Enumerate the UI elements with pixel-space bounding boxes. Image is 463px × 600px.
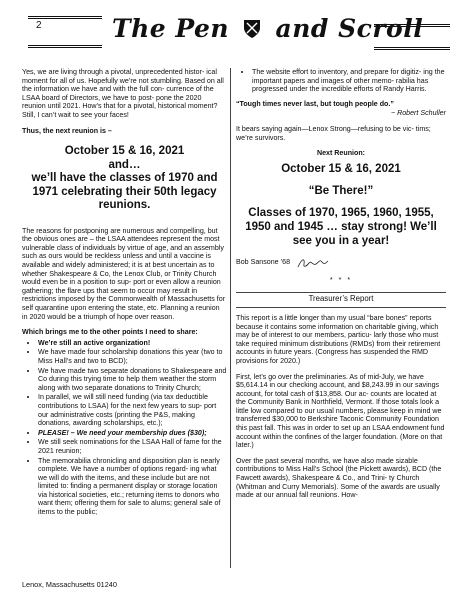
list-item: • The memorabilia chronicling and disposition plan is nearly complete. We have a number of options regard- ing what we will do with the items, and these include but are not limited to: finding a permanent display or storage location via historical societies, etc.; returning items to donors who want them; offering them for sale to alums; general sale of items to the public; (38, 457, 227, 517)
list-item: • The website effort to inventory, and prepare for digitiz- ing the important papers and images of other memo- rabilia has progressed under the incredible efforts of Randy Harris. (252, 68, 446, 94)
points-heading: Which brings me to the other points I need to share: (22, 328, 198, 337)
reasons-paragraph: The reasons for postponing are numerous and compelling, but the obvious ones are – the LSAA attendees represent the most vulnerable class of individuals by virtue of age, and an assembly such as ours would be reckless unless and until a vaccine is available and widely administered; it is at best uncertain as to whether Shakespeare & Co, the Lenox Club, or Trinity Church would even be in a position to sup- port or even allow a reunion gathering; the flare ups that seem to occur may result in restrictions imposed by the Commonwealth of Massachusetts for self quarantine upon entering the state, etc. Planning a reunion in 2020 would be a triumph of hope over reason. (22, 226, 226, 321)
section-separator: * * * (329, 275, 353, 284)
reunion-date: October 15 & 16, 2021 (64, 145, 185, 158)
column-divider (230, 68, 231, 568)
treasurer-paragraph-2: First, let’s go over the preliminaries. As of mid-July, we have $5,614.14 in our checking account, and $8,243.99 in our savings account, for total cash of $13,858. Our ac- counts are located at the Community Bank in Northfield, Vermont. If those totals look a little low compared to our usual numbers, please keep in mind we transferred $30,000 to Berkshire Taconic Community Foundation this past fall. This was in order to set up an LSAA endowment fund account within the confines of the larger foundation. (More on that later.) (236, 372, 445, 450)
masthead-rule (374, 24, 450, 50)
thus-line: Thus, the next reunion is – (22, 126, 112, 135)
reunion-announcement (22, 145, 227, 213)
list-item: • We have made two separate donations to Shakespeare and Co during this trying time to help them weather the storm along with two separate donations to Trinity Church; (38, 367, 227, 393)
section-title: Treasurer’s Report (308, 294, 374, 304)
list-item: • We’re still an active organization! (38, 339, 227, 348)
handwritten-signature (296, 256, 330, 270)
section-rule-top (236, 292, 446, 293)
treasurer-paragraph-1: This report is a little longer than my usual “bare bones” reports because it contains some information on charitable giving, which may be of interest to our members, particu- larly those who must take required minimum distributions (RMDs) from their retirement accounts in future years. (Congress has suspended the RMD provisions for 2020.) (236, 313, 441, 365)
section-rule-bottom (236, 307, 446, 308)
page-number: 2 (36, 20, 42, 31)
treasurer-paragraph-3: Over the past several months, we have also made sizable contributions to Miss Hall’s School (the Pickett awards), BCD (the Fawcett awards), Shakespeare & Co., and Trini- ty Church (Whitman and Curry Memorials). Some of the awards are usually made at our annual fall reunions. How- (236, 456, 442, 500)
masthead-title-right: and Scroll (275, 14, 424, 43)
masthead-title-left: The Pen (112, 14, 230, 43)
points-list (22, 339, 227, 517)
lenox-strong-paragraph: It bears saying again—Lenox Strong—refusing to be vic- tims; we’re survivors. (236, 124, 431, 142)
masthead (18, 14, 450, 54)
be-there-callout: “Be There!” (308, 184, 374, 197)
crest-icon (242, 18, 262, 40)
list-item: • We still seek nominations for the LSAA Hall of fame for the 2021 reunion; (38, 438, 227, 455)
classes-callout: Classes of 1970, 1965, 1960, 1955, 1950 and 1945 … stay strong! We’ll see you in a year! (245, 206, 437, 247)
quote-text: “Tough times never last, but tough people do.” (236, 99, 394, 108)
next-reunion-label: Next Reunion: (316, 149, 366, 158)
signature-line (236, 256, 446, 270)
continued-list (236, 68, 446, 94)
list-item: • In parallel, we will still need funding (via tax deductible contributions to LSAA) for the next few years to sup- port our administrative costs (printing the P&S, making donations, awarding scholarships, etc.); (38, 393, 227, 427)
page-footer: Lenox, Massachusetts 01240 (22, 580, 117, 589)
intro-paragraph: Yes, we are living through a pivotal, unprecedented histor- ical moment for all of us. Hopefully we’re not stumbling. Based on all the information we have and with the full con- currence of the LSAA board of Directors, we have to post- pone the 2020 reunion until 2021. How’s that for a pivotal, historical moment? Still, I can’t wait to see your faces! (22, 68, 224, 119)
reunion-classes: we’ll have the classes of 1970 and 1971 celebrating their 50th legacy reunions. (31, 172, 218, 212)
left-column (22, 68, 227, 523)
right-column (236, 68, 446, 507)
quote-author: ~ Robert Schuller (390, 109, 446, 118)
reunion-and: and… (108, 158, 141, 171)
list-item: • We have made four scholarship donations this year (two to Miss Hall’s and two to BCD); (38, 348, 227, 365)
list-item: • PLEASE! – We need your membership dues ($30); (38, 429, 227, 438)
next-reunion-date: October 15 & 16, 2021 (281, 162, 401, 175)
signature-name: Bob Sansone ’68 (236, 258, 291, 267)
